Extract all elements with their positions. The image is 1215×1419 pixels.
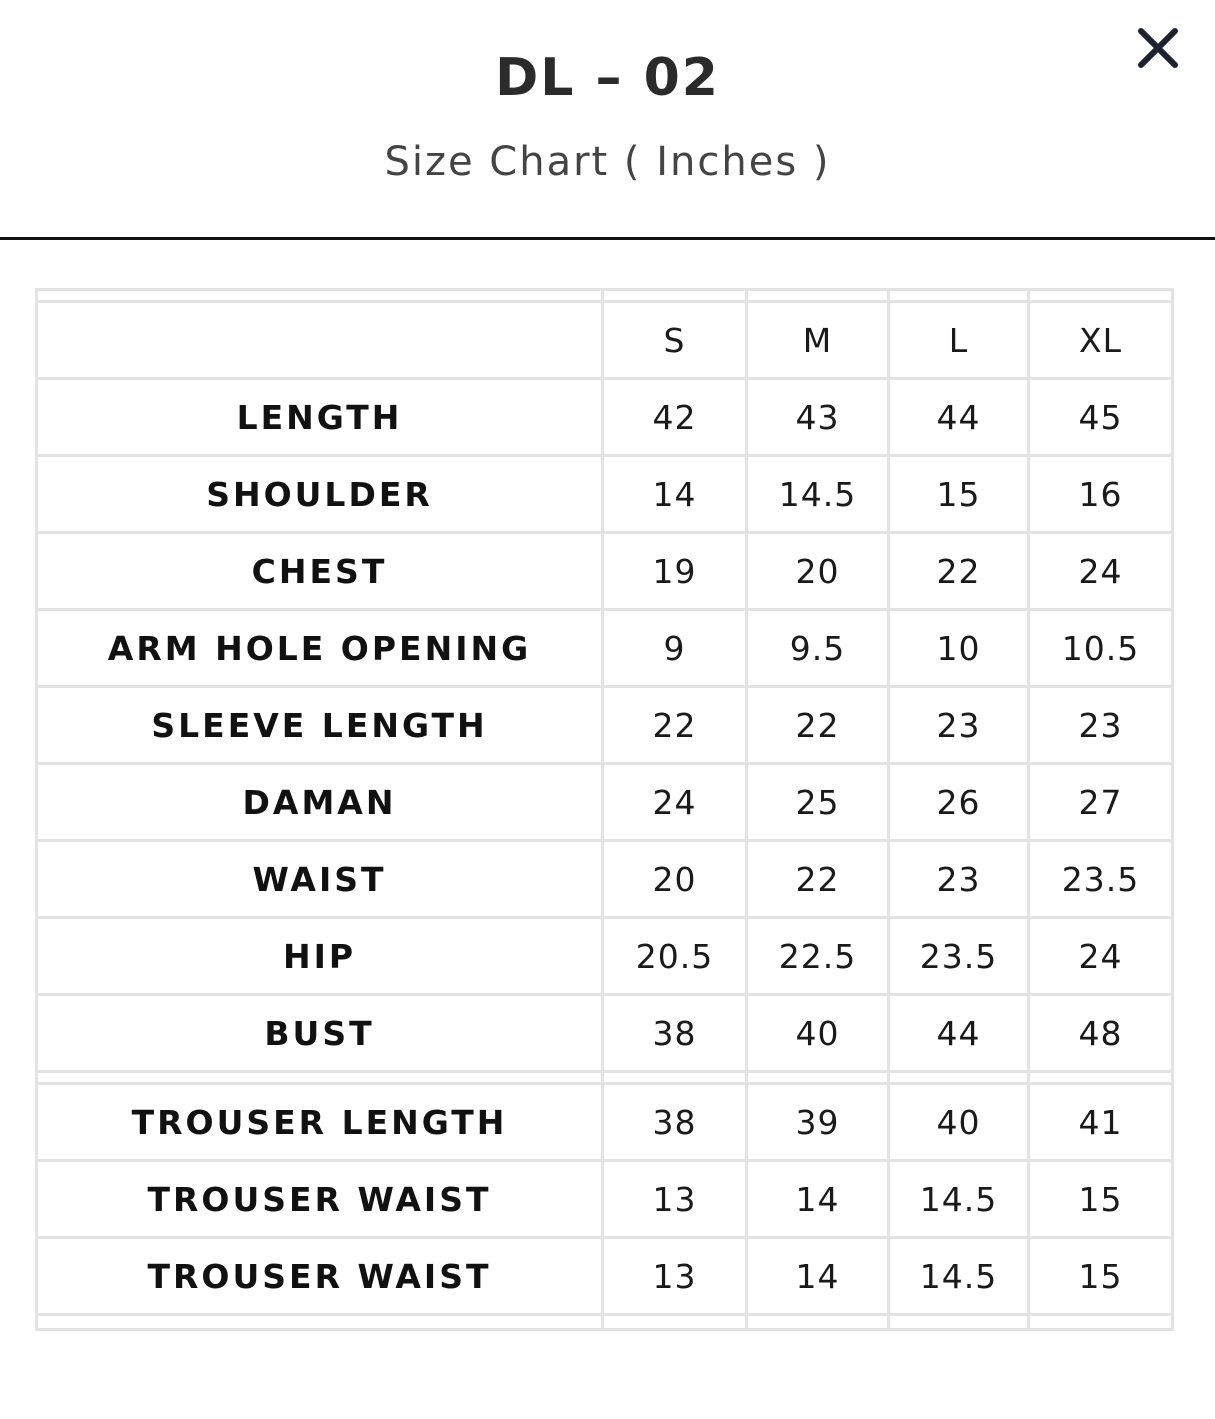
measurement-value: 23: [1030, 688, 1171, 765]
measurement-value: 22.5: [748, 919, 890, 996]
measurement-value: 10: [890, 611, 1030, 688]
table-row: [38, 996, 1171, 1073]
measurement-value: 44: [890, 996, 1030, 1073]
measurement-value: 14: [748, 1239, 890, 1316]
measurement-value: 15: [890, 457, 1030, 534]
measurement-value: 20: [604, 842, 748, 919]
measurement-value: 23.5: [890, 919, 1030, 996]
measurement-label: SLEEVE LENGTH: [38, 688, 604, 765]
measurement-value: 39: [748, 1085, 890, 1162]
measurement-value: 16: [1030, 457, 1171, 534]
measurement-value: 14: [604, 457, 748, 534]
table-row: [38, 534, 1171, 611]
measurement-value: 23: [890, 842, 1030, 919]
measurement-value: 9.5: [748, 611, 890, 688]
measurement-value: 25: [748, 765, 890, 842]
measurement-label: TROUSER LENGTH: [38, 1085, 604, 1162]
measurement-value: 23: [890, 688, 1030, 765]
measurement-value: 15: [1030, 1162, 1171, 1239]
measurement-value: 41: [1030, 1085, 1171, 1162]
close-icon: [1128, 18, 1188, 78]
measurement-label: SHOULDER: [38, 457, 604, 534]
table-row: [38, 380, 1171, 457]
table-spacer-row: [38, 1073, 1171, 1085]
measurement-value: 22: [604, 688, 748, 765]
measurement-value: 48: [1030, 996, 1171, 1073]
measurement-value: 19: [604, 534, 748, 611]
measurement-value: 14.5: [748, 457, 890, 534]
table-row: [38, 611, 1171, 688]
size-header-s: S: [604, 303, 748, 380]
measurement-label: BUST: [38, 996, 604, 1073]
measurement-label: TROUSER WAIST: [38, 1162, 604, 1239]
measurement-value: 10.5: [1030, 611, 1171, 688]
measurement-value: 20: [748, 534, 890, 611]
table-spacer-row: [38, 291, 1171, 303]
measurement-value: 14.5: [890, 1239, 1030, 1316]
measurement-value: 22: [748, 688, 890, 765]
table-row: [38, 765, 1171, 842]
measurement-value: 40: [890, 1085, 1030, 1162]
measurement-label: WAIST: [38, 842, 604, 919]
table-row: [38, 457, 1171, 534]
measurement-label: TROUSER WAIST: [38, 1239, 604, 1316]
measurement-value: 42: [604, 380, 748, 457]
measurement-value: 14: [748, 1162, 890, 1239]
table-row: [38, 1162, 1171, 1239]
close-button[interactable]: [1128, 18, 1188, 78]
size-header-xl: XL: [1030, 303, 1171, 380]
measurement-label: DAMAN: [38, 765, 604, 842]
measurement-value: 13: [604, 1162, 748, 1239]
table-row: [38, 1085, 1171, 1162]
measurement-value: 14.5: [890, 1162, 1030, 1239]
measurement-value: 13: [604, 1239, 748, 1316]
measurement-value: 15: [1030, 1239, 1171, 1316]
size-header-m: M: [748, 303, 890, 380]
measurement-value: 20.5: [604, 919, 748, 996]
page-subtitle: Size Chart ( Inches ): [384, 139, 831, 185]
modal-header: [0, 0, 1215, 240]
measurement-value: 45: [1030, 380, 1171, 457]
size-chart-body: [38, 291, 1171, 1328]
size-chart-table: [35, 288, 1174, 1331]
measurement-value: 43: [748, 380, 890, 457]
measurement-value: 40: [748, 996, 890, 1073]
measurement-value: 22: [748, 842, 890, 919]
measurement-label: HIP: [38, 919, 604, 996]
measurement-value: 38: [604, 1085, 748, 1162]
measurement-value: 44: [890, 380, 1030, 457]
measurement-value: 23.5: [1030, 842, 1171, 919]
measurement-value: 38: [604, 996, 748, 1073]
table-row: [38, 919, 1171, 996]
measurement-label: CHEST: [38, 534, 604, 611]
measurement-value: 24: [604, 765, 748, 842]
measurement-value: 24: [1030, 534, 1171, 611]
header-corner-cell: [38, 303, 604, 380]
table-row: [38, 688, 1171, 765]
measurement-value: 22: [890, 534, 1030, 611]
table-row: [38, 842, 1171, 919]
page-title: DL – 02: [495, 48, 720, 108]
table-header-row: [38, 303, 1171, 380]
measurement-value: 9: [604, 611, 748, 688]
measurement-value: 24: [1030, 919, 1171, 996]
measurement-value: 27: [1030, 765, 1171, 842]
measurement-value: 26: [890, 765, 1030, 842]
table-spacer-row: [38, 1316, 1171, 1328]
table-row: [38, 1239, 1171, 1316]
measurement-label: LENGTH: [38, 380, 604, 457]
measurement-label: ARM HOLE OPENING: [38, 611, 604, 688]
size-header-l: L: [890, 303, 1030, 380]
